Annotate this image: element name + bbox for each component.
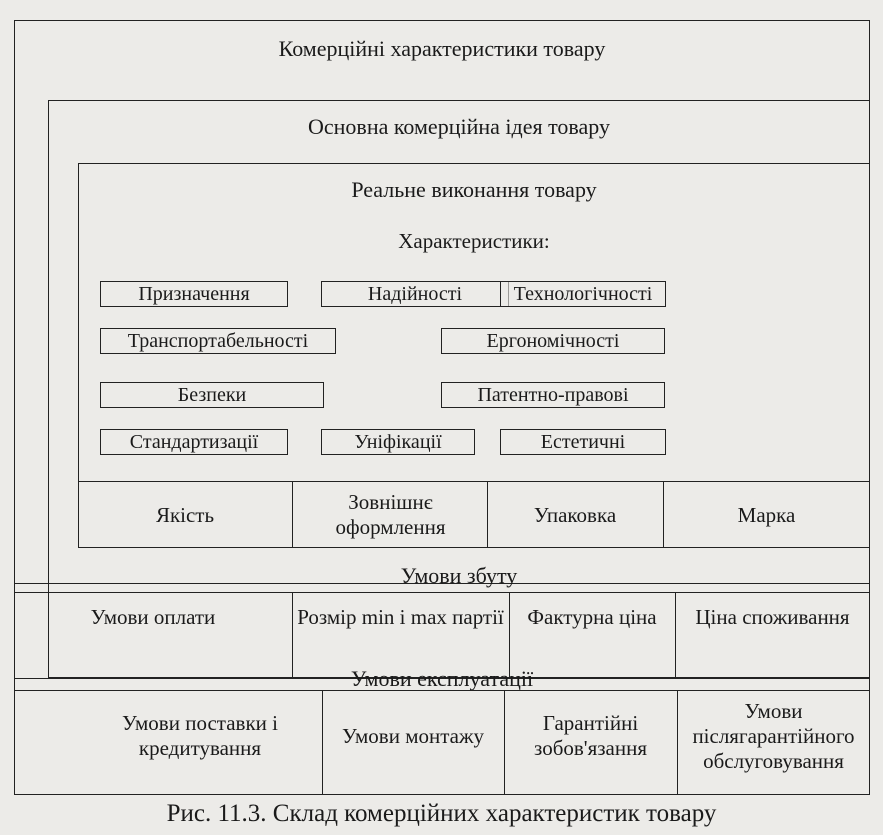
characteristics-label: Характеристики: xyxy=(398,228,550,253)
feature-quality: Якість xyxy=(155,502,215,527)
sales-batch-size: Розмір min і max партії xyxy=(297,604,504,629)
commercial-idea-title: Основна комерційна ідея товару xyxy=(308,113,610,139)
operation-installation: Умови монтажу xyxy=(341,723,484,748)
feature-appearance: Зовнішнє оформлення xyxy=(335,490,446,539)
characteristic-transportability: Транспортабельності xyxy=(100,328,336,354)
sales-consumption-price: Ціна споживання xyxy=(695,604,850,629)
characteristic-manufacturability: Технологічності xyxy=(500,281,666,307)
figure-caption: Рис. 11.3. Склад комерційних характеристик товару xyxy=(166,800,717,827)
operation-delivery-credit: Умови поставки і кредитування xyxy=(122,711,278,760)
characteristic-safety: Безпеки xyxy=(100,382,324,408)
feature-divider-1 xyxy=(292,481,293,548)
sales-invoice-price: Фактурна ціна xyxy=(527,604,657,629)
sales-payment-terms: Умови оплати xyxy=(90,604,216,629)
feature-brand: Марка xyxy=(737,502,796,527)
diagram-title: Комерційні характеристики товару xyxy=(278,35,606,61)
characteristic-reliability: Надійності xyxy=(321,281,509,307)
sales-conditions-title: Умови збуту xyxy=(400,562,518,588)
operation-warranty: Гарантійні зобов'язання xyxy=(534,711,647,760)
characteristic-ergonomics: Ергономічності xyxy=(441,328,665,354)
operation-conditions-title: Умови експлуатації xyxy=(350,665,534,691)
characteristic-patent-legal: Патентно-правові xyxy=(441,382,665,408)
operation-post-warranty: Умови післягарантійного обслуговування xyxy=(692,698,855,773)
characteristic-unification: Уніфікації xyxy=(321,429,475,455)
characteristic-purpose: Призначення xyxy=(100,281,288,307)
real-execution-title: Реальне виконання товару xyxy=(351,176,597,202)
characteristic-standardization: Стандартизації xyxy=(100,429,288,455)
feature-packaging: Упаковка xyxy=(533,502,617,527)
characteristic-aesthetic: Естетичні xyxy=(500,429,666,455)
